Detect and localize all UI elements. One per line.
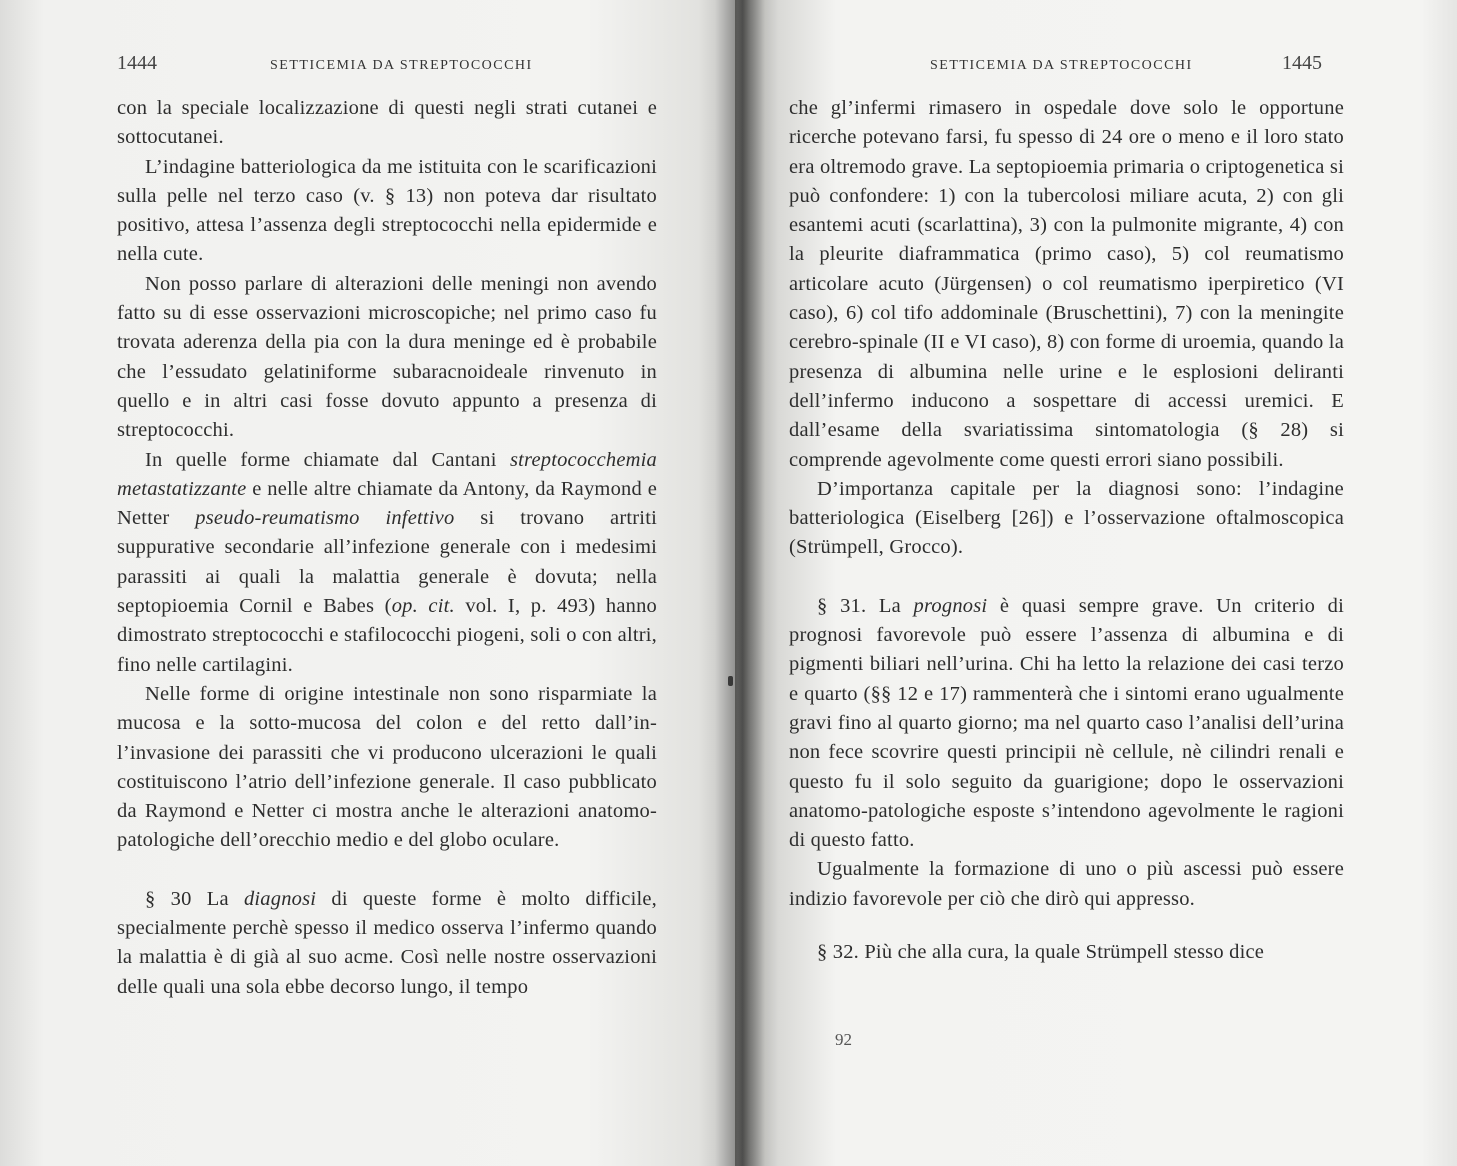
gutter-shadow xyxy=(715,0,765,1166)
right-paragraph-1: che gl’infermi rimasero in ospedale dove solo le opportune ricerche potevano farsi, fu spesso di 24 ore o meno e il loro stato era oltremodo grave. La septopioemia primaria o criptogenetica si può confondere: 1) con la tubercolosi miliare acuta, 2) con gli esantemi acuti (scarlattina), 3) con la pulmonite migrante, 4) con la pleurite diaframmatica (primo caso), 5) col reumatismo articolare acuto (Jürgensen) o col reumatismo iperpiretico (VI caso), 6) col tifo addominale (Bruschettini), 7) con la meningite cerebro-spinale (II e VI caso), 8) con forme di uroemia, quando la presenza di albumina nelle urine e le esplosioni deliranti dell’infermo inducono a sospettare di accessi uremici. E dall’esame della svariatissima sintomatologia (§ 28) si comprende agevolmente come questi errori siano possibili. xyxy=(789,97,1344,471)
right-paragraph-5: § 32. Più che alla cura, la quale Strümpell stesso dice xyxy=(817,941,1265,964)
signature-mark: 92 xyxy=(835,1030,852,1049)
right-text-block xyxy=(789,94,1344,967)
left-paragraph-2: L’indagine batteriologica da me istituita con le scarificazioni sulla pelle nel terzo caso (v. § 13) non poteva dar risultato positivo, attesa l’assenza degli streptococchi nella epidermide e nella cute. xyxy=(117,155,657,266)
left-text-block xyxy=(117,94,657,1002)
right-page-number: 1445 xyxy=(1282,52,1322,74)
right-paragraph-4: Ugualmente la formazione di uno o più ascessi può essere indizio favorevole per ciò che dirò qui appresso. xyxy=(789,858,1344,910)
right-page xyxy=(735,0,1457,1166)
left-paragraph-1: con la speciale localizzazione di questi negli strati cutanei e sottocutanei. xyxy=(117,97,657,149)
right-paragraph-2: D’importanza capitale per la diagnosi sono: l’indagine batteriologica (Eiselberg [26]) e l’osservazione oftalmoscopica (Strümpell, Grocco). xyxy=(789,477,1344,559)
left-page-number: 1444 xyxy=(117,52,157,74)
left-running-head: SETTICEMIA DA STREPTOCOCCHI xyxy=(270,58,533,73)
right-running-head: SETTICEMIA DA STREPTOCOCCHI xyxy=(930,58,1193,73)
left-paragraph-4: In quelle forme chiamate dal Cantani streptococchemia metastatizzante e nelle altre chiamate da Antony, da Raymond e Netter pseudo-reumatismo infettivo si trovano artriti suppurative secondarie all’infezione generale con i medesimi parassiti ai quali la malattia generale è dovuta; nella septopioemia Cornil e Babes (op. cit. vol. I, p. 493) hanno dimostrato streptococchi e stafilococchi piogeni, soli o con altri, fino nelle cartilagini. xyxy=(117,448,657,676)
left-paragraph-5: Nelle forme di origine intestinale non sono risparmiate la mucosa e la sotto-mucosa del colon e del retto dall’in-l’invasione dei parassiti che vi producono ulcerazioni le quali costituiscono l’atrio dell’infezione generale. Il caso pubblicato da Raymond e Netter ci mostra anche le alterazioni anatomo-patologiche dell’orecchio medio e del globo oculare. xyxy=(117,682,657,852)
left-paragraph-3: Non posso parlare di alterazioni delle meningi non avendo fatto su di esse osservazioni microscopiche; nel primo caso fu trovata aderenza della pia con la dura meninge ed è probabile che l’essudato gelatiniforme subaracnoideale rinvenuto in quello e in altri casi fosse dovuto appunto a presenza di streptococchi. xyxy=(117,272,657,442)
right-paragraph-3: § 31. La prognosi è quasi sempre grave. Un criterio di prognosi favorevole può essere l’assenza di albumina e di pigmenti biliari nell’urina. Chi ha letto la relazione dei casi terzo e quarto (§§ 12 e 17) rammenterà che i sintomi erano ugualmente gravi fino al quarto giorno; ma nel quarto caso l’analisi dell’urina non fece scovrire questi principii nè cellule, nè cilindri renali e questo fu il solo seguito da guarigione; dopo le osservazioni anatomo-patologiche esposte s’intendono agevolmente le ragioni di questo fatto. xyxy=(789,594,1345,852)
left-paragraph-6: § 30 La diagnosi di queste forme è molto difficile, specialmente perchè spesso il medico osserva l’infermo quando la malattia è di già al suo acme. Così nelle nostre osservazioni delle quali una sola ebbe decorso lungo, il tempo xyxy=(117,887,657,998)
